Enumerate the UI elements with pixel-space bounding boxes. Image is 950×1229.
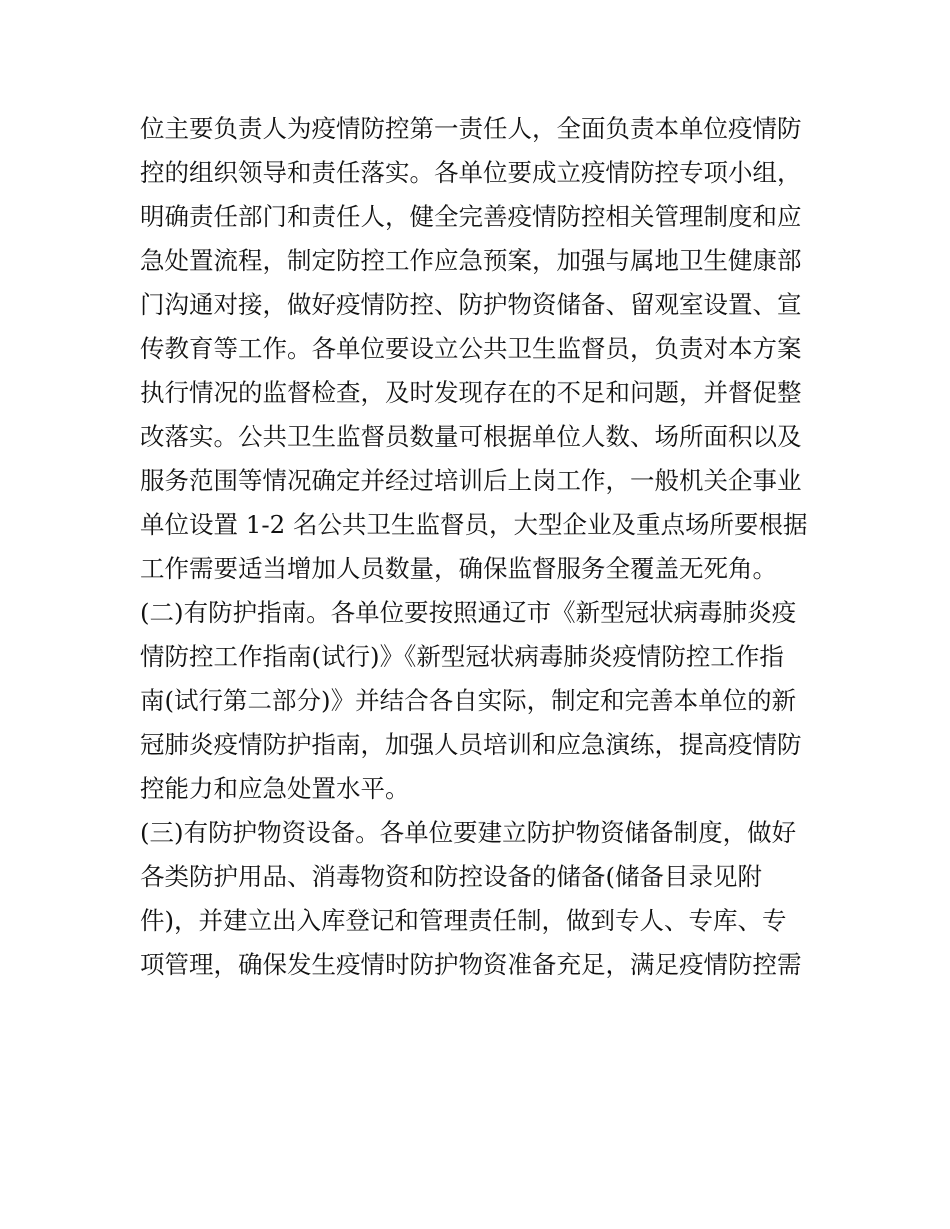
text-line-4: 急处置流程，制定防控工作应急预案，加强与属地卫生健康部 (140, 246, 802, 275)
text-line-5: 门沟通对接，做好疫情防控、防护物资储备、留观室设置、宣 (140, 290, 802, 319)
text-line-10: 单位设置 1-2 名公共卫生监督员，大型企业及重点场所要根据 (140, 510, 808, 539)
text-line-18: 各类防护用品、消毒物资和防控设备的储备(储备目录见附 (140, 862, 763, 891)
text-line-1: 位主要负责人为疫情防控第一责任人，全面负责本单位疫情防 (140, 114, 802, 143)
text-line-11: 工作需要适当增加人员数量，确保监督服务全覆盖无死角。 (140, 554, 777, 583)
text-line-16: 控能力和应急处置水平。 (140, 774, 410, 803)
section-3-heading-line: (三)有防护物资设备。各单位要建立防护物资储备制度，做好 (140, 818, 797, 847)
body-text (140, 107, 820, 987)
text-line-9: 服务范围等情况确定并经过培训后上岗工作，一般机关企事业 (140, 466, 802, 495)
text-line-19: 件)，并建立出入库登记和管理责任制，做到专人、专库、专 (140, 906, 787, 935)
text-line-14: 南(试行第二部分)》并结合各自实际，制定和完善本单位的新 (140, 686, 797, 715)
text-line-6: 传教育等工作。各单位要设立公共卫生监督员，负责对本方案 (140, 334, 802, 363)
text-line-3: 明确责任部门和责任人，健全完善疫情防控相关管理制度和应 (140, 202, 802, 231)
text-line-13: 情防控工作指南(试行)》《新型冠状病毒肺炎疫情防控工作指 (140, 642, 784, 671)
text-line-20: 项管理，确保发生疫情时防护物资准备充足，满足疫情防控需 (140, 950, 802, 979)
text-line-7: 执行情况的监督检查，及时发现存在的不足和问题，并督促整 (140, 378, 802, 407)
text-line-2: 控的组织领导和责任落实。各单位要成立疫情防控专项小组， (140, 158, 802, 187)
section-2-heading-line: (二)有防护指南。各单位要按照通辽市《新型冠状病毒肺炎疫 (140, 598, 797, 627)
text-line-15: 冠肺炎疫情防护指南，加强人员培训和应急演练，提高疫情防 (140, 730, 802, 759)
text-line-8: 改落实。公共卫生监督员数量可根据单位人数、场所面积以及 (140, 422, 802, 451)
